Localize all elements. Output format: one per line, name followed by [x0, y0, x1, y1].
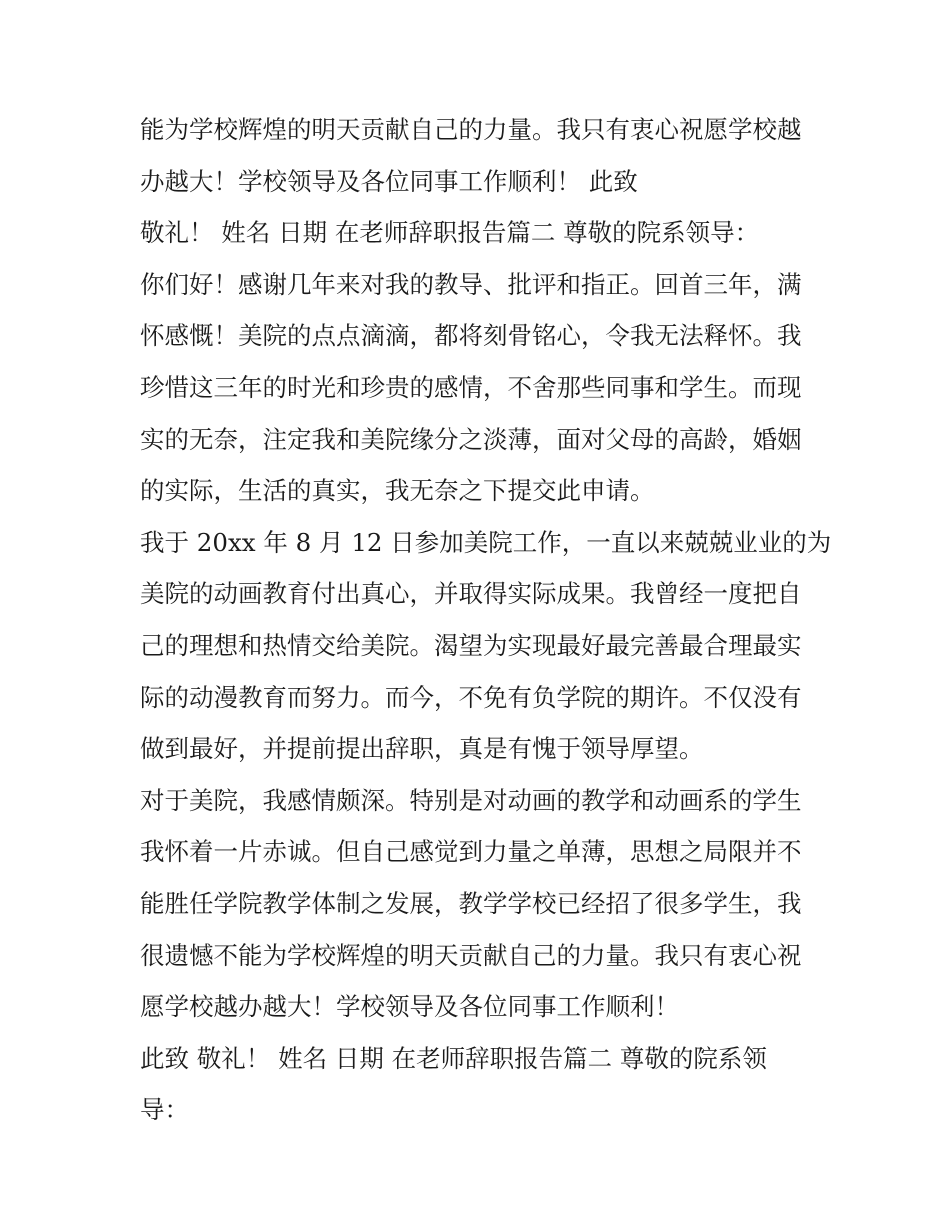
text-line: 我怀着一片赤诚。但自己感觉到力量之单薄，思想之局限并不	[140, 837, 802, 867]
text-line: 际的动漫教育而努力。而今，不免有负学院的期许。不仅没有	[140, 682, 802, 712]
document-body	[140, 104, 832, 1136]
text-line: 珍惜这三年的时光和珍贵的感情，不舍那些同事和学生。而现	[140, 372, 802, 402]
text-line: 能胜任学院教学体制之发展，教学学校已经招了很多学生，我	[140, 888, 802, 918]
text-line: 敬礼！ 姓名 日期 在老师辞职报告篇二 尊敬的院系领导：	[140, 218, 760, 248]
text-line: 能为学校辉煌的明天贡献自己的力量。我只有衷心祝愿学校越	[140, 115, 802, 144]
text-line: 对于美院，我感情颇深。特别是对动画的教学和动画系的学生	[140, 785, 802, 815]
text-line: 的实际，生活的真实，我无奈之下提交此申请。	[140, 476, 655, 506]
text-line: 美院的动画教育付出真心，并取得实际成果。我曾经一度把自	[140, 579, 802, 609]
text-line: 怀感慨！美院的点点滴滴，都将刻骨铭心，令我无法释怀。我	[140, 321, 802, 351]
text-line: 很遗憾不能为学校辉煌的明天贡献自己的力量。我只有衷心祝	[140, 940, 802, 970]
text-line: 办越大！学校领导及各位同事工作顺利！ 此致	[140, 166, 638, 196]
text-line: 实的无奈，注定我和美院缘分之淡薄，面对父母的高龄，婚姻	[140, 424, 802, 454]
text-line: 愿学校越办越大！学校领导及各位同事工作顺利！	[140, 992, 679, 1022]
text-line: 此致 敬礼！ 姓名 日期 在老师辞职报告篇二 尊敬的院系领	[140, 1043, 767, 1073]
text-line: 做到最好，并提前提出辞职，真是有愧于领导厚望。	[140, 734, 704, 764]
text-line: 我于 20xx 年 8 月 12 日参加美院工作，一直以来兢兢业业的为	[140, 527, 832, 557]
text-line: 导：	[140, 1095, 189, 1125]
text-line: 己的理想和热情交给美院。渴望为实现最好最完善最合理最实	[140, 630, 802, 660]
text-line: 你们好！感谢几年来对我的教导、批评和指正。回首三年，满	[140, 269, 802, 299]
